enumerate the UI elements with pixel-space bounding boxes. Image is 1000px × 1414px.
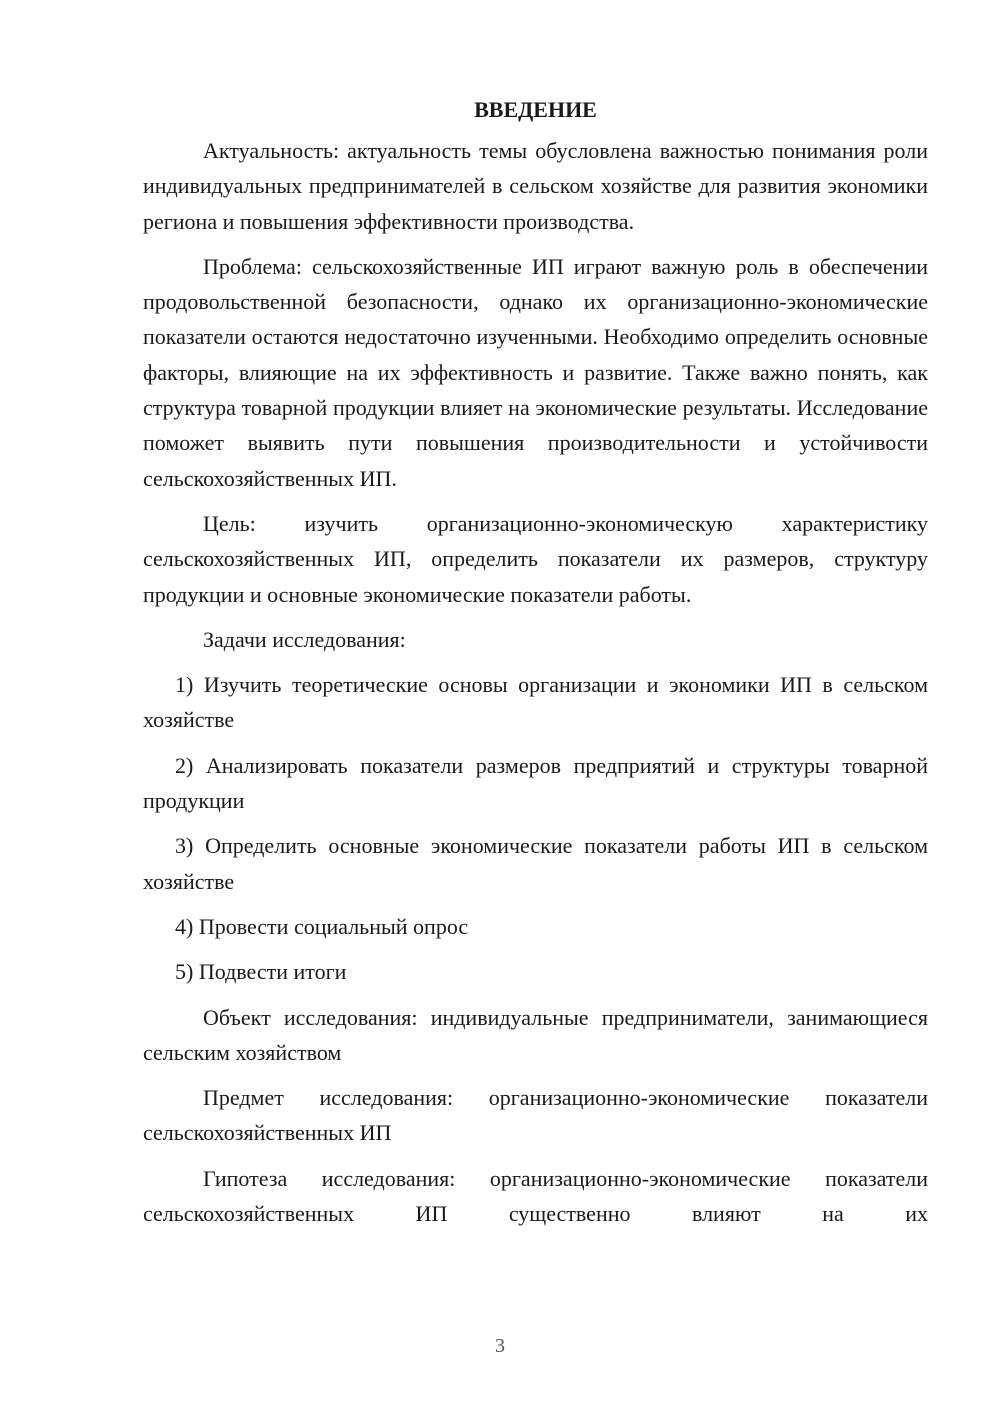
paragraph-hypothesis: Гипотеза исследования: организационно-экономические показатели сельскохозяйственных ИП существенно влияют на их bbox=[143, 1165, 928, 1227]
list-item-task-2: 2) Анализировать показатели размеров предприятий и структуры товарной продукции bbox=[143, 752, 928, 814]
list-item-task-4: 4) Провести социальный опрос bbox=[175, 913, 469, 939]
list-item-task-5: 5) Подвести итоги bbox=[175, 959, 347, 985]
page-content bbox=[143, 92, 928, 1231]
page-number: 3 bbox=[495, 1335, 505, 1357]
paragraph-tasks-heading: Задачи исследования: bbox=[203, 626, 406, 652]
paragraph-subject: Предмет исследования: организационно-экономические показатели сельскохозяйственных ИП bbox=[143, 1085, 928, 1146]
paragraph-relevance: Актуальность: актуальность темы обусловлена важностью понимания роли индивидуальных предпринимателей в сельском хозяйстве для развития экономики региона и повышения эффективности производства. bbox=[143, 138, 928, 234]
page-title: ВВЕДЕНИЕ bbox=[474, 97, 597, 122]
paragraph-problem: Проблема: сельскохозяйственные ИП играют важную роль в обеспечении продовольственной безопасности, однако их организационно-экономические показатели остаются недостаточно изученными. Необходимо определить основные факторы, влияющие на их эффективность и развитие. Также важно понять, как структура товарной продукции влияет на экономические результаты. Исследование поможет выявить пути повышения производительности и устойчивости сельскохозяйственных ИП. bbox=[143, 253, 928, 491]
paragraph-goal: Цель: изучить организационно-экономическую характеристику сельскохозяйственных ИП, определить показатели их размеров, структуру продукции и основные экономические показатели работы. bbox=[143, 510, 928, 607]
list-item-task-3: 3) Определить основные экономические показатели работы ИП в сельском хозяйстве bbox=[143, 833, 928, 894]
paragraph-object: Объект исследования: индивидуальные предприниматели, занимающиеся сельским хозяйством bbox=[143, 1004, 928, 1065]
list-item-task-1: 1) Изучить теоретические основы организации и экономики ИП в сельском хозяйстве bbox=[143, 672, 928, 733]
